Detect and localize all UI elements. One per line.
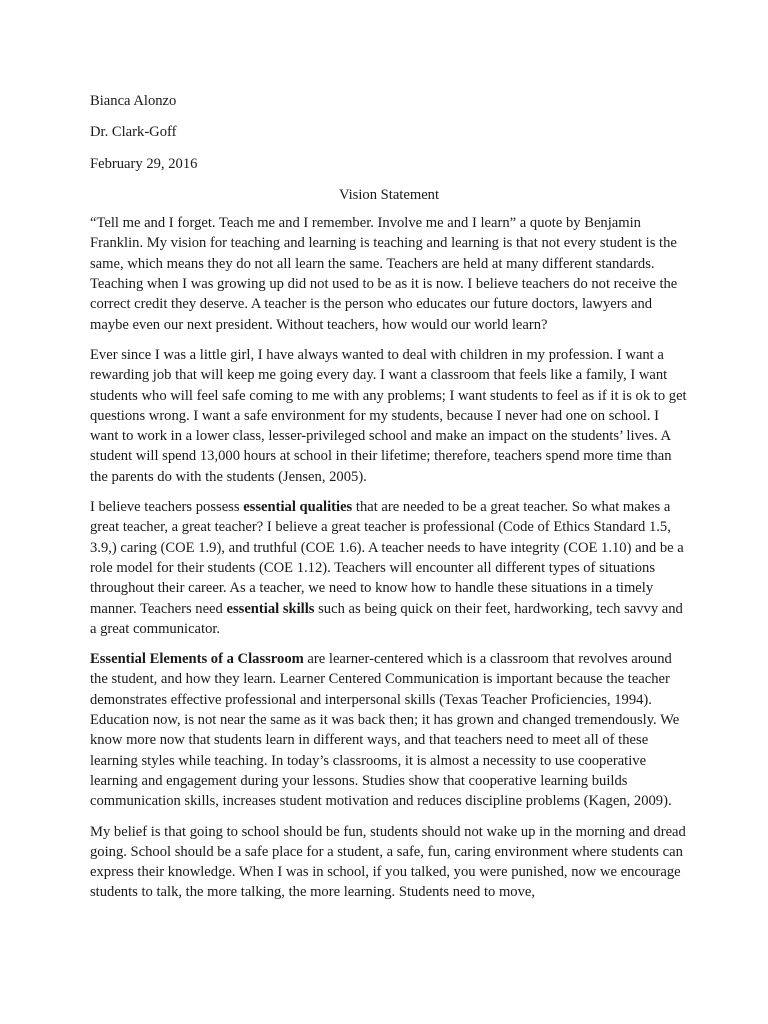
- paragraph-2: Ever since I was a little girl, I have always wanted to deal with children in my profession. I want a rewarding job that will keep me going every day. I want a classroom that feels like a family, I want students who will feel safe coming to me with any problems; I want students to feel as if it is ok to get questions wrong. I want a safe environment for my students, because I never had one on school. I want to work in a lower class, lesser-privileged school and make an impact on the students’ lives. A student will spend 13,000 hours at school in their lifetime; therefore, teachers spend more time than the parents do with the students (Jensen, 2005).: [90, 346, 687, 485]
- essential-qualities-term: essential qualities: [243, 499, 353, 516]
- paragraph-1: “Tell me and I forget. Teach me and I remember. Involve me and I learn” a quote by Benjamin Franklin. My vision for teaching and learning is teaching and learning is that not every student is the same, which means they do not all learn the same. Teachers are held at many different standards. Teaching when I was growing up did not used to be as it is now. I believe teachers do not receive the correct credit they deserve. A teacher is the person who educates our future doctors, lawyers and maybe even our next president. Without teachers, how would our world learn?: [90, 215, 678, 333]
- paragraph-4-text: are learner-centered which is a classroom that revolves around the student, and how they learn. Learner Centered Communication is important because the teacher demonstrates effective professional and interpersonal skills (Texas Teacher Proficiencies, 1994). Education now, is not near the same as it was back then; it has grown and changed tremendously. We know more now that students learn in different ways, and that teachers need to meet all of these learning styles while teaching. In today’s classrooms, it is almost a necessity to use cooperative learning and engagement during your lessons. Studies show that cooperative learning builds communication skills, increases student motivation and reduces discipline problems (Kagen, 2009).: [90, 651, 680, 810]
- paragraph-4: [90, 649, 688, 811]
- paragraph-3-text-3: such as being quick on their feet, hardworking, tech savvy and a great communicator.: [90, 600, 683, 637]
- instructor-name: Dr. Clark-Goff: [90, 124, 177, 141]
- document-title: Vision Statement: [338, 186, 440, 203]
- document-date: February 29, 2016: [90, 155, 198, 172]
- essential-elements-term: Essential Elements of a Classroom: [90, 651, 304, 668]
- paragraph-5: My belief is that going to school should be fun, students should not wake up in the morning and dread going. School should be a safe place for a student, a safe, fun, caring environment where students can express their knowledge. When I was in school, if you talked, you were punished, now we encourage students to talk, the more talking, the more learning. Students need to move,: [90, 823, 686, 901]
- author-name: Bianca Alonzo: [90, 93, 177, 109]
- paragraph-3-text-1: I believe teachers possess: [90, 499, 244, 516]
- paragraph-3: [90, 497, 688, 639]
- document-page: [90, 91, 688, 913]
- essential-skills-term: essential skills: [226, 600, 315, 617]
- paragraph-3-text-2: that are needed to be a great teacher. So what makes a great teacher, a great teacher? I believe a great teacher is professional (Code of Ethics Standard 1.5, 3.9,) caring (COE 1.9), and truthful (COE 1.6). A teacher needs to have integrity (COE 1.10) and be a role model for their students (COE 1.12). Teachers will encounter all different types of situations throughout their career. As a teacher, we need to know how to handle these situations in a timely manner. Teachers need: [90, 499, 684, 617]
